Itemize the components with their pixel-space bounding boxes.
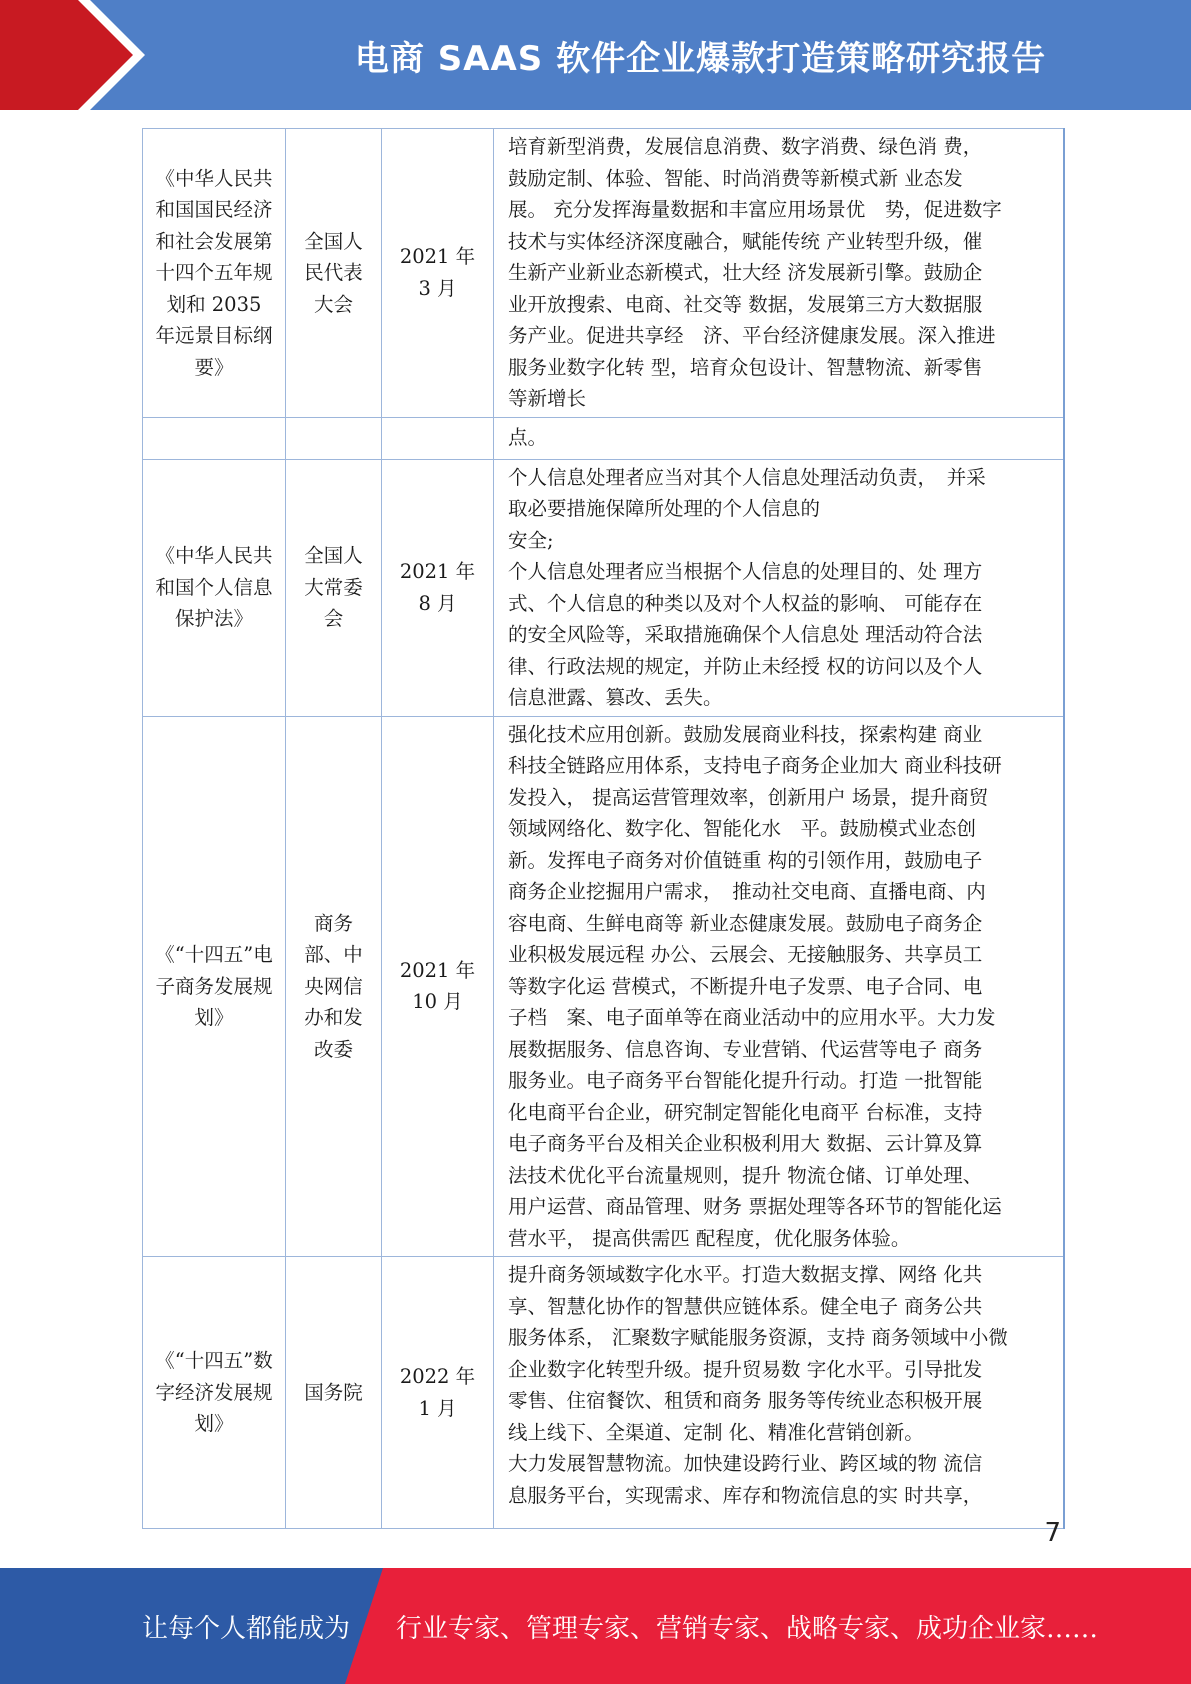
policy-name-cell: 《“十四五”电子商务发展规划》	[143, 716, 286, 1257]
issue-date-cell: 2021 年 8 月	[382, 459, 494, 716]
policy-name-cell: 《中华人民共和国个人信息保护法》	[143, 459, 286, 716]
report-title: 电商 SAAS 软件企业爆款打造策略研究报告	[354, 38, 1047, 79]
table-row	[143, 129, 1064, 418]
page-header	[0, 0, 1191, 110]
policy-content-text: 个人信息处理者应当对其个人信息处理活动负责， 并采 取必要措施保障所处理的个人信息的 安全; 个人信息处理者应当根据个人信息的处理目的、处 理方 式、个人信息的种类以及对个人权益的影响、 可能存在 的安全风险等，采取措施确保个人信息处 理活动符合法 律、行政法规的规定，并防止未经授 权的访问以及个人 信息泄露、篡改、丢失。	[508, 465, 986, 709]
policy-content-text: 培育新型消费，发展信息消费、数字消费、绿色消 费， 鼓励定制、体验、智能、时尚消费等新模式新 业态发 展。 充分发挥海量数据和丰富应用场景优 势，促进数字 技术与实体经济深度融合，赋能传统 产业转型升级，催 生新产业新业态新模式，壮大经 济发展新引擎。鼓励企 业开放搜索、电商、社交等 数据，发展第三方大数据服 务产业。促进共享经 济、平台经济健康发展。深入推进 服务业数字化转 型，培育众包设计、智慧物流、新零售 等新增长	[508, 135, 1002, 410]
footer-slogan-left: 让每个人都能成为	[142, 1613, 351, 1644]
table-row	[143, 716, 1064, 1257]
issue-date-cell: 2021 年 10 月	[382, 716, 494, 1257]
table-row	[143, 1257, 1064, 1529]
policy-name-cell: 《中华人民共和国国民经济和社会发展第十四个五年规划和 2035 年远景目标纲要》	[143, 129, 286, 418]
policy-content-cell	[494, 459, 1064, 716]
policy-content-cell	[494, 129, 1064, 418]
issue-date-cell: 2022 年 1 月	[382, 1257, 494, 1529]
issuing-org-cell	[286, 417, 382, 459]
table-row	[143, 459, 1064, 716]
policy-content-text: 点。	[508, 426, 548, 450]
issuing-org-cell: 国务院	[286, 1257, 382, 1529]
footer-slogan-right: 行业专家、管理专家、营销专家、战略专家、成功企业家……	[396, 1613, 1099, 1644]
policy-table	[142, 128, 1065, 1529]
table-row	[143, 417, 1064, 459]
issue-date-cell	[382, 417, 494, 459]
issuing-org-cell: 全国人民代表大会	[286, 129, 382, 418]
page-footer	[0, 1568, 1191, 1684]
issuing-org-cell: 全国人大常委会	[286, 459, 382, 716]
policy-content-cell	[494, 716, 1064, 1257]
issuing-org-cell: 商务部、中央网信办和发改委	[286, 716, 382, 1257]
issue-date-cell: 2021 年 3 月	[382, 129, 494, 418]
header-arrow-icon	[0, 0, 160, 110]
policy-table-wrap	[142, 128, 1063, 1529]
policy-content-text: 强化技术应用创新。鼓励发展商业科技，探索构建 商业 科技全链路应用体系，支持电子商务企业加大 商业科技研 发投入， 提高运营管理效率，创新用户 场景，提升商贸 领域网络化、数字化、智能化水 平。鼓励模式业态创 新。发挥电子商务对价值链重 构的引领作用，鼓励电子 商务企业挖掘用户需求， 推动社交电商、直播电商、内 容电商、生鲜电商等 新业态健康发展。鼓励电子商务企 业积极发展远程 办公、云展会、无接触服务、共享员工 等数字化运 营模式，不断提升电子发票、电子合同、电 子档 案、电子面单等在商业活动中的应用水平。大力发 展数据服务、信息咨询、专业营销、代运营等电子 商务 服务业。电子商务平台智能化提升行动。打造 一批智能 化电商平台企业，研究制定智能化电商平 台标准，支持 电子商务平台及相关企业积极利用大 数据、云计算及算 法技术优化平台流量规则，提升 物流仓储、订单处理、 用户运营、商品管理、财务 票据处理等各环节的智能化运 营水平， 提高供需匹 配程度，优化服务体验。	[508, 722, 1002, 1250]
policy-content-cell	[494, 417, 1064, 459]
policy-content-cell	[494, 1257, 1064, 1529]
page-number: 7	[1044, 1518, 1061, 1548]
policy-name-cell: 《“十四五”数字经济发展规划》	[143, 1257, 286, 1529]
policy-content-text: 提升商务领域数字化水平。打造大数据支撑、网络 化共 享、智慧化协作的智慧供应链体系。健全电子 商务公共 服务体系， 汇聚数字赋能服务资源，支持 商务领域中小微 企业数字化转型升级。提升贸易数 字化水平。引导批发 零售、住宿餐饮、租赁和商务 服务等传统业态积极开展 线上线下、全渠道、定制 化、精准化营销创新。 大力发展智慧物流。加快建设跨行业、跨区域的物 流信 息服务平台，实现需求、库存和物流信息的实 时共享，	[508, 1263, 1008, 1507]
policy-name-cell	[143, 417, 286, 459]
